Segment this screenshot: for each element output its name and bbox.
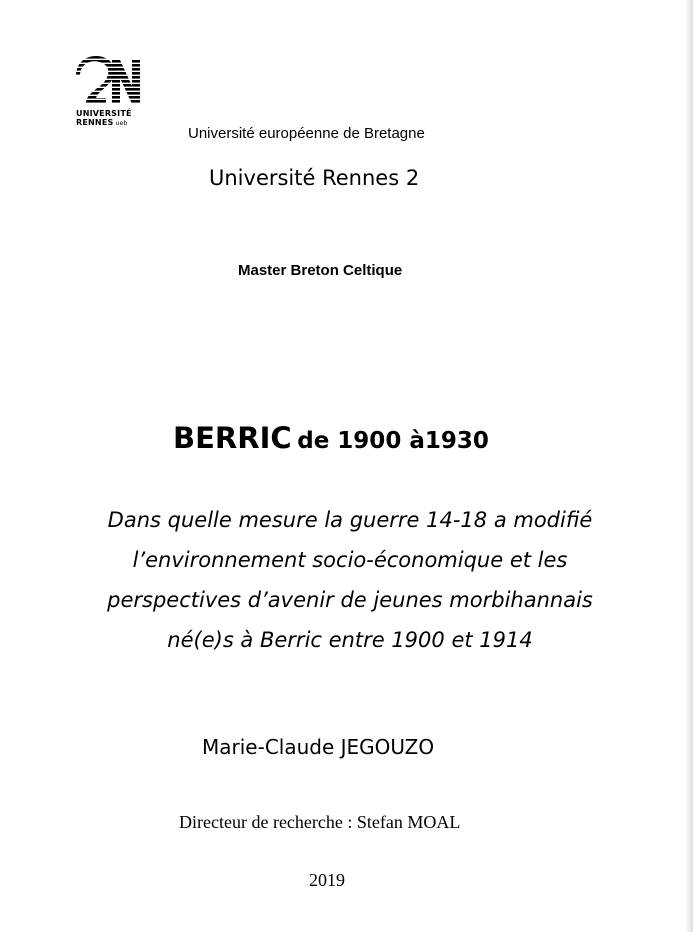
subtitle-line: Dans quelle mesure la guerre 14-18 a modifié [107,508,593,532]
logo-ueb-badge: ueb [115,120,128,127]
thesis-subtitle [40,500,660,660]
logo-text-line2 [76,118,127,128]
institution-name: Université européenne de Bretagne [188,125,425,142]
page-edge-shadow [685,0,693,932]
author-name: Marie-Claude JEGOUZO [202,735,435,759]
research-director: Directeur de recherche : Stefan MOAL [179,812,461,832]
rennes2-logo-icon [76,56,142,108]
subtitle-line: perspectives d’avenir de jeunes morbihannais [107,588,593,612]
thesis-title-dates: de 1900 à1930 [297,428,489,454]
thesis-title-main: BERRIC [173,421,292,455]
subtitle-line: né(e)s à Berric entre 1900 et 1914 [167,628,533,652]
logo-text-rennes: RENNES [76,118,114,127]
year: 2019 [309,870,345,890]
thesis-title [173,421,489,455]
university-logo [76,56,144,134]
logo-text-line1: UNIVERSITÉ [76,109,132,118]
university-name: Université Rennes 2 [209,166,420,190]
subtitle-line: l’environnement socio-économique et les [132,548,568,572]
program-name: Master Breton Celtique [238,262,403,279]
